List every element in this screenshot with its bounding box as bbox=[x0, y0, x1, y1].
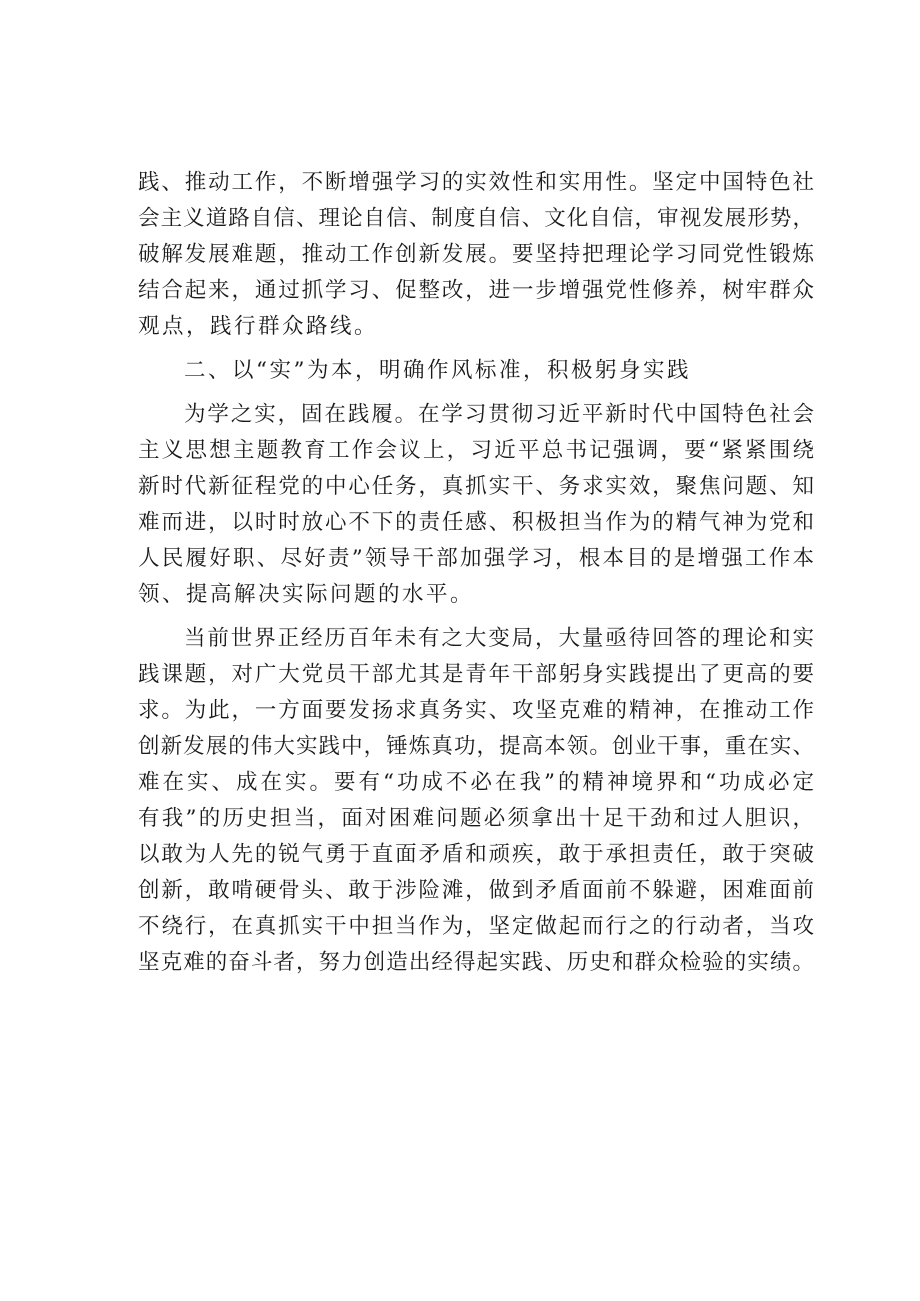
text-line: 创新，敢啃硬骨头、敢于涉险滩，做到矛盾面前不躲避，困难面前 bbox=[138, 878, 814, 903]
text-line: 践、推动工作，不断增强学习的实效性和实用性。坚定中国特色社 bbox=[138, 170, 814, 195]
text-line: 坚克难的奋斗者，努力创造出经得起实践、历史和群众检验的实绩。 bbox=[138, 950, 814, 975]
text-line: 求。为此，一方面要发扬求真务实、攻坚克难的精神，在推动工作 bbox=[138, 698, 814, 723]
text-line: 有我”的历史担当，面对困难问题必须拿出十足干劲和过人胆识， bbox=[138, 806, 814, 831]
text-line: 难而进，以时时放心不下的责任感、积极担当作为的精气神为党和 bbox=[138, 510, 814, 535]
paragraph-party-spirit bbox=[138, 165, 814, 345]
text-line: 观点，践行群众路线。 bbox=[138, 314, 379, 339]
paragraph-great-changes bbox=[138, 621, 814, 981]
paragraph-practice bbox=[138, 397, 814, 613]
text-line: 人民履好职、尽好责”领导干部加强学习，根本目的是增强工作本 bbox=[138, 546, 814, 571]
text-line: 主义思想主题教育工作会议上，习近平总书记强调，要“紧紧围绕 bbox=[138, 438, 814, 463]
text-line: 新时代新征程党的中心任务，真抓实干、务求实效，聚焦问题、知 bbox=[138, 474, 814, 499]
text-line: 不绕行，在真抓实干中担当作为，坚定做起而行之的行动者，当攻 bbox=[138, 914, 814, 939]
text-line: 难在实、成在实。要有“功成不必在我”的精神境界和“功成必定 bbox=[138, 770, 814, 795]
text-line: 会主义道路自信、理论自信、制度自信、文化自信，审视发展形势， bbox=[138, 206, 814, 231]
document-page bbox=[138, 165, 814, 981]
text-line: 领、提高解决实际问题的水平。 bbox=[138, 582, 475, 607]
text-line: 为学之实，固在践履。在学习贯彻习近平新时代中国特色社会 bbox=[184, 402, 814, 427]
section-heading-2 bbox=[138, 353, 814, 389]
text-line: 创新发展的伟大实践中，锤炼真功，提高本领。创业干事，重在实、 bbox=[138, 734, 814, 759]
text-line: 践课题，对广大党员干部尤其是青年干部躬身实践提出了更高的要 bbox=[138, 662, 814, 687]
section-heading-text: 二、以“实”为本，明确作风标准，积极躬身实践 bbox=[184, 358, 691, 383]
text-line: 以敢为人先的锐气勇于直面矛盾和顽疾，敢于承担责任，敢于突破 bbox=[138, 842, 814, 867]
text-line: 破解发展难题，推动工作创新发展。要坚持把理论学习同党性锻炼 bbox=[138, 242, 814, 267]
text-line: 当前世界正经历百年未有之大变局，大量亟待回答的理论和实 bbox=[184, 626, 814, 651]
text-line: 结合起来，通过抓学习、促整改，进一步增强党性修养，树牢群众 bbox=[138, 278, 814, 303]
